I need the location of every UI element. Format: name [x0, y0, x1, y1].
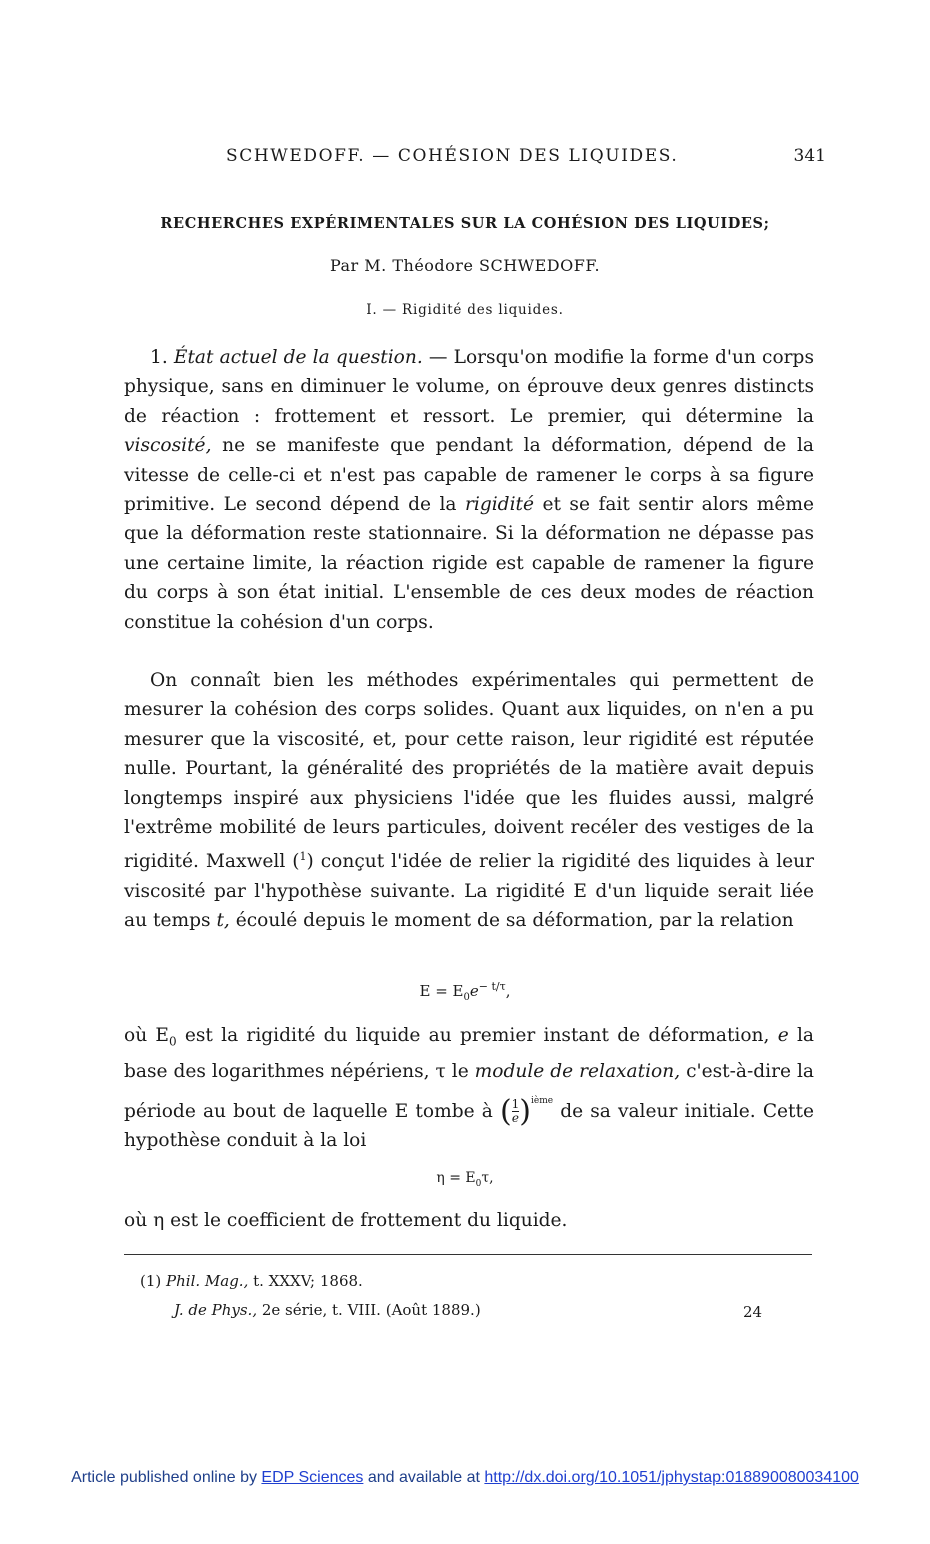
footnote-ref[interactable]: 1 [299, 850, 307, 864]
eq-end: , [505, 982, 511, 1000]
article-title: RECHERCHES EXPÉRIMENTALES SUR LA COHÉSION DES LIQUIDES; [160, 215, 770, 232]
footnote-1 [140, 1272, 363, 1290]
article-author: Par M. Théodore SCHWEDOFF. [329, 256, 601, 275]
running-title: SCHWEDOFF. — COHÉSION DES LIQUIDES. [226, 146, 679, 166]
equation-1 [0, 980, 930, 1003]
eq-end: τ, [481, 1170, 494, 1186]
subscript: 0 [169, 1034, 177, 1049]
banner-text: and available at [363, 1469, 485, 1486]
term-module: module de relaxation, [474, 1061, 681, 1083]
equation-2 [0, 1170, 930, 1189]
footnote-text: t. XXXV; 1868. [248, 1272, 363, 1290]
footnote-source: Phil. Mag., [161, 1272, 249, 1290]
text: où E [124, 1025, 169, 1046]
eq-sub: 0 [463, 992, 470, 1003]
paren-close: ) [519, 1093, 532, 1129]
footnote-mark: (1) [140, 1272, 162, 1290]
footnote-journal [174, 1301, 481, 1319]
banner-text: Article published online by [71, 1469, 262, 1486]
numerator: 1 [511, 1097, 520, 1112]
paragraph-2 [124, 666, 814, 936]
text: est la rigidité du liquide au premier instant de déformation, [176, 1025, 778, 1046]
denominator: e [511, 1111, 520, 1126]
publisher-link[interactable]: EDP Sciences [261, 1469, 364, 1486]
term-rigidite: rigidité [465, 494, 535, 516]
text: ne se manifeste que pendant la déformation, dépend de la vitesse de celle-ci et n'est pas capable de ramener le corps à sa figure primitive. Le second dépend de la [124, 435, 814, 516]
running-head [226, 146, 826, 166]
text: ) conçut l'idée de relier la rigidité des liquides à leur viscosité par l'hypothèse suivante. La rigidité E d'un liquide serait liée au temps [124, 851, 815, 932]
text: c'est-à-dire la période au bout de laquelle E tombe à [124, 1061, 814, 1122]
section-heading: I. — Rigidité des liquides. [366, 302, 564, 318]
var-e: e [777, 1025, 789, 1046]
eq-e: e [469, 982, 479, 1000]
page-number: 341 [793, 146, 826, 166]
text: et se fait sentir alors même que la déformation reste stationnaire. Si la déformation ne dépasse pas une certaine limite, la réaction rigide est capable de ramener la figure du corps à son état initial. L'ensemble de ces deux modes de réaction constitue la cohésion d'un corps. [124, 494, 815, 633]
term-viscosite: viscosité, [124, 435, 212, 457]
journal-issue: 2e série, t. VIII. (Août 1889.) [257, 1301, 481, 1319]
eq-exponent: − t/τ [478, 980, 506, 993]
paragraph-3 [124, 1021, 814, 1155]
doi-link[interactable]: http://dx.doi.org/10.1051/jphystap:018890080034100 [484, 1469, 859, 1486]
eq-lhs: E = E [419, 982, 464, 1000]
text: la base des logarithmes népériens, τ le [124, 1025, 814, 1083]
paren-open: ( [499, 1093, 512, 1129]
publication-banner [0, 1469, 930, 1487]
journal-name: J. de Phys., [174, 1301, 258, 1319]
footnote-rule [124, 1254, 812, 1255]
paragraph-4: où η est le coefficient de frottement du liquide. [124, 1210, 568, 1231]
signature-mark: 24 [743, 1303, 763, 1321]
text: de sa valeur initiale. Cette hypothèse conduit à la loi [124, 1100, 815, 1151]
eq-sub: 0 [475, 1178, 482, 1189]
eq-lhs: η = E [436, 1170, 476, 1186]
paragraph-1 [124, 343, 814, 637]
var-t: t, [216, 910, 230, 932]
text: — Lorsqu'on modifie la forme d'un corps physique, sans en diminuer le volume, on éprouve deux genres distincts de réaction : frottement et ressort. Le premier, qui détermine la [124, 347, 814, 427]
text: écoulé depuis le moment de sa déformation, par la relation [229, 910, 794, 932]
paragraph-heading: État actuel de la question. [173, 347, 423, 368]
text: On connaît bien les méthodes expérimentales qui permettent de mesurer la cohésion des corps solides. Quant aux liquides, on n'en a pu mesurer que la viscosité, et, pour cette raison, leur rigidité est réputée nulle. Pourtant, la généralité des propriétés de la matière avait depuis longtemps inspiré aux physiciens l'idée que les fluides aussi, malgré l'extrême mobilité de leurs particules, doivent recéler des vestiges de la rigidité. Maxwell ( [124, 670, 814, 873]
superscript: ième [531, 1095, 554, 1106]
paragraph-number: 1. [150, 347, 168, 368]
